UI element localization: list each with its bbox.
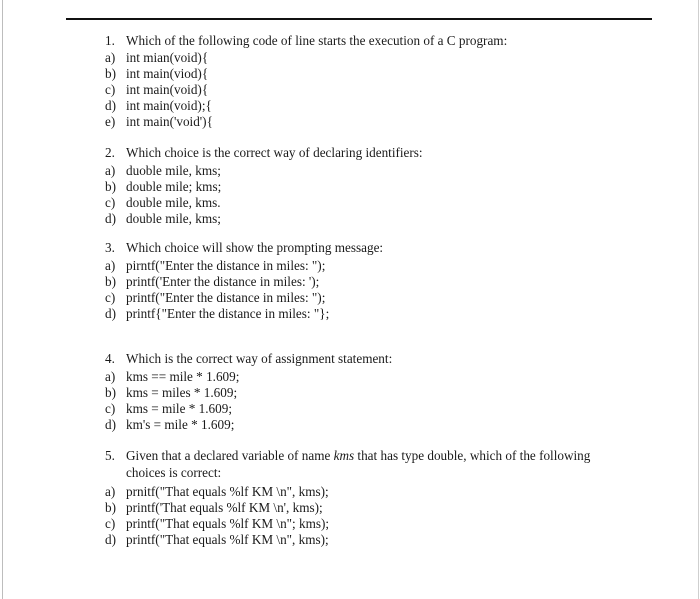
option-label: c) [105,290,116,305]
question-text: Which choice will show the prompting message: [126,240,384,255]
option-5b [105,500,323,516]
variable-name-kms: kms [333,448,355,463]
question-text: Given that a declared variable of name [126,448,334,463]
option-text: double mile, kms. [126,195,221,210]
option-1b [105,66,208,82]
option-1e [105,114,213,130]
option-label: a) [105,369,116,384]
option-label: e) [105,114,116,129]
option-label: c) [105,516,116,531]
option-text: kms == mile * 1.609; [126,369,240,384]
question-number: 3. [105,240,115,255]
option-4a [105,369,239,385]
page-left-edge [2,0,3,599]
option-label: a) [105,163,116,178]
option-text: kms = mile * 1.609; [126,401,232,416]
option-text: printf('Enter the distance in miles: '); [126,274,320,289]
option-label: a) [105,258,116,273]
option-text: prnitf("That equals %lf KM \n", kms); [126,484,329,499]
option-5d [105,532,329,548]
question-number: 2. [105,145,115,160]
question-text-continued: that has type double, which of the following [354,448,591,463]
option-3a [105,258,325,274]
option-label: a) [105,484,116,499]
option-text: printf("Enter the distance in miles: "); [126,290,326,305]
option-label: d) [105,306,116,321]
option-text: printf("That equals %lf KM \n", kms); [126,532,329,547]
option-label: d) [105,417,116,432]
option-2d [105,211,221,227]
option-label: d) [105,532,116,547]
question-3-stem [105,240,383,256]
option-text: int main(void){ [126,82,209,97]
option-label: a) [105,50,116,65]
question-4-stem [105,351,392,367]
question-5-stem-line2: choices is correct: [126,465,222,480]
option-4b [105,385,237,401]
option-2c [105,195,221,211]
option-label: d) [105,98,116,113]
option-3d [105,306,329,322]
question-2-stem [105,145,423,161]
top-divider [66,18,652,20]
question-number: 5. [105,448,115,463]
option-5a [105,484,329,500]
option-label: b) [105,274,116,289]
option-text: double mile, kms; [126,211,221,226]
option-text: printf{"Enter the distance in miles: "}; [126,306,330,321]
option-text: kms = miles * 1.609; [126,385,238,400]
option-text: double mile; kms; [126,179,222,194]
option-2a [105,163,221,179]
option-2b [105,179,221,195]
option-label: b) [105,66,116,81]
option-text: int main(viod){ [126,66,209,81]
option-3c [105,290,325,306]
option-text: pirntf("Enter the distance in miles: "); [126,258,326,273]
option-label: b) [105,179,116,194]
option-text: int mian(void){ [126,50,209,65]
question-1-stem [105,33,507,49]
option-5c [105,516,329,532]
option-label: c) [105,401,116,416]
question-number: 4. [105,351,115,366]
option-3b [105,274,319,290]
page-right-edge [698,0,699,599]
option-text: km's = mile * 1.609; [126,417,235,432]
option-label: d) [105,211,116,226]
option-4c [105,401,232,417]
question-text: Which choice is the correct way of declaring identifiers: [126,145,423,160]
option-text: int main('void'){ [126,114,213,129]
option-label: c) [105,195,116,210]
question-text: Which is the correct way of assignment statement: [126,351,393,366]
option-1a [105,50,208,66]
option-label: b) [105,385,116,400]
option-label: c) [105,82,116,97]
option-text: printf("That equals %lf KM \n"; kms); [126,516,330,531]
option-label: b) [105,500,116,515]
question-number: 1. [105,33,115,48]
option-1c [105,82,208,98]
option-text: printf('That equals %lf KM \n', kms); [126,500,323,515]
question-text: Which of the following code of line starts the execution of a C program: [126,33,508,48]
question-5-stem [105,448,590,464]
option-4d [105,417,234,433]
option-text: duoble mile, kms; [126,163,221,178]
option-1d [105,98,212,114]
option-text: int main(void);{ [126,98,212,113]
